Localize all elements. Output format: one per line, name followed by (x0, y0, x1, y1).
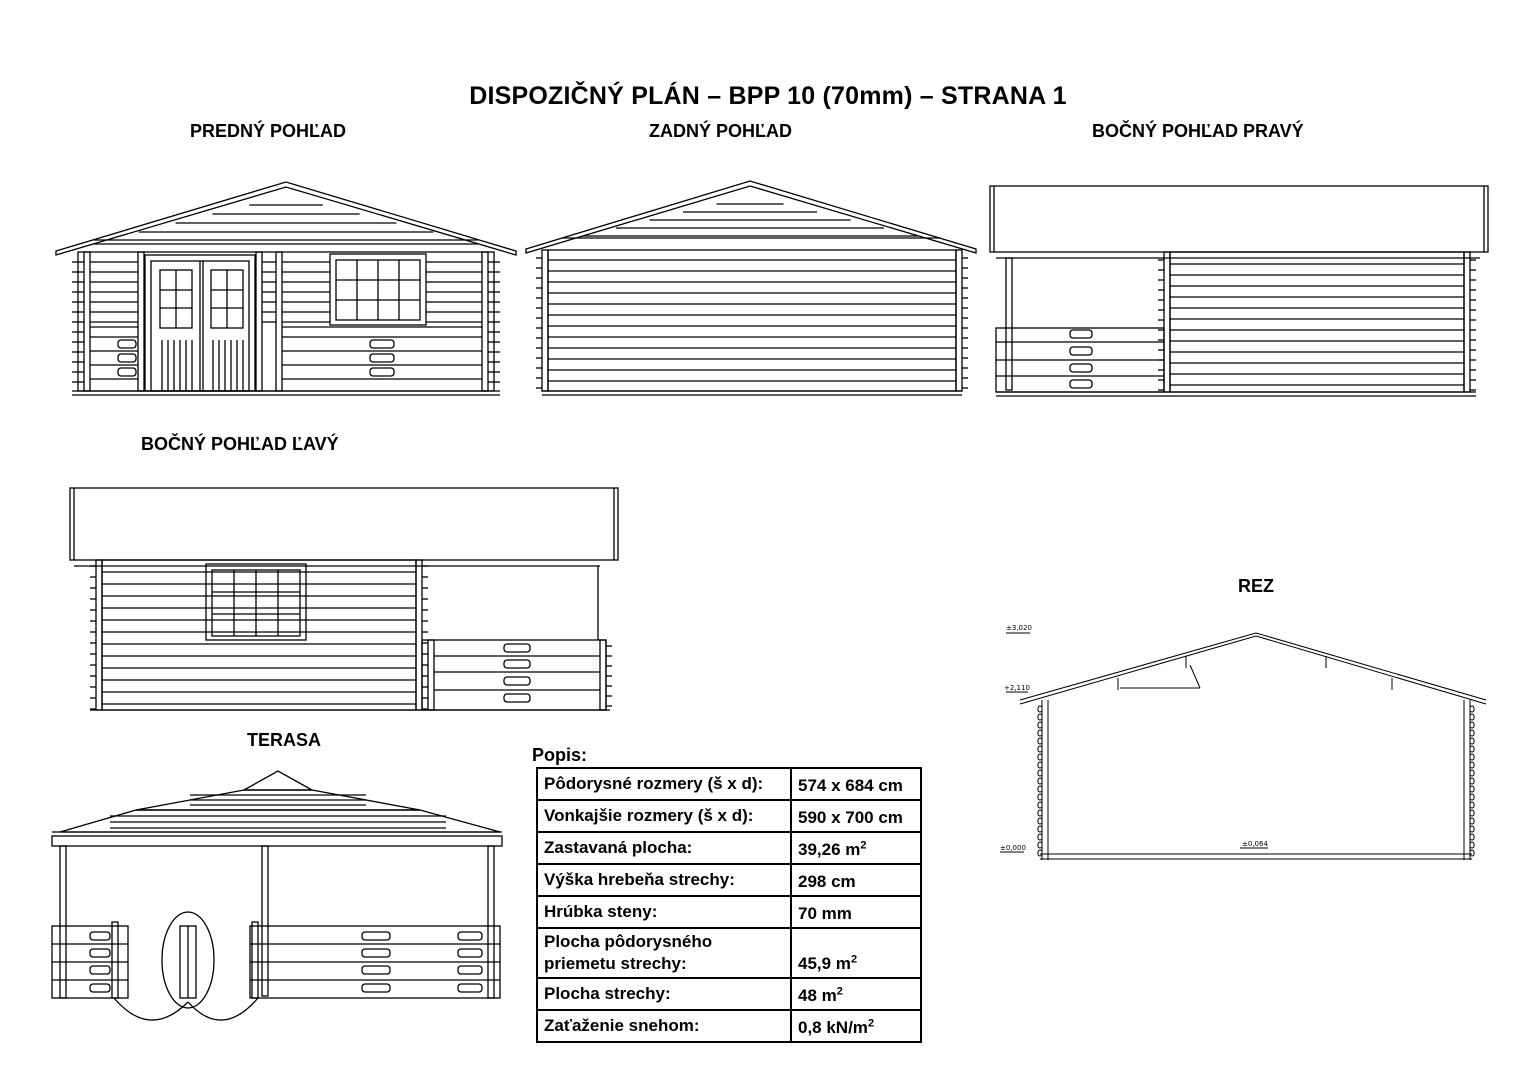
spec-label: Plocha pôdorysného priemetu strechy: (537, 928, 791, 978)
right-view-label: BOČNÝ POHĽAD PRAVÝ (1092, 121, 1304, 141)
spec-label: Hrúbka steny: (537, 896, 791, 928)
spec-label: Zastavaná plocha: (537, 832, 791, 864)
spec-value: 0,8 $kN/m^2$ (791, 1010, 921, 1042)
spec-value: 590 x 700 cm (791, 800, 921, 832)
popis-label: Popis: (532, 745, 588, 765)
spec-row (537, 864, 921, 896)
spec-row (537, 800, 921, 832)
dim-floor: ±0,064 (1242, 840, 1268, 848)
spec-label: Vonkajšie rozmery (š x d): (537, 800, 791, 832)
spec-label: Plocha strechy: (537, 978, 791, 1010)
spec-row (537, 978, 921, 1010)
spec-value: 45,9 $m^2$ (791, 928, 921, 978)
section-drawing (1000, 633, 1486, 860)
spec-row (537, 768, 921, 800)
spec-row (537, 928, 921, 978)
dim-base: ±0,000 (1000, 844, 1026, 852)
spec-label: Pôdorysné rozmery (š x d): (537, 768, 791, 800)
back-elevation (526, 181, 976, 395)
section-view-label: REZ (1238, 576, 1274, 596)
back-view-label: ZADNÝ POHĽAD (649, 121, 792, 141)
left-view-label: BOČNÝ POHĽAD ĽAVÝ (141, 434, 339, 454)
page-title: DISPOZIČNÝ PLÁN – BPP 10 (70mm) – STRANA 1 (469, 82, 1067, 110)
spec-row (537, 1010, 921, 1042)
spec-value: 298 cm (791, 864, 921, 896)
dim-eave: +2,110 (1004, 684, 1030, 692)
spec-value: 70 mm (791, 896, 921, 928)
spec-row (537, 896, 921, 928)
left-elevation (70, 488, 618, 710)
terrace-view-label: TERASA (247, 730, 322, 750)
terrace-elevation (52, 771, 502, 1020)
right-elevation (990, 186, 1488, 396)
spec-table (536, 767, 922, 1043)
spec-value: 574 x 684 cm (791, 768, 921, 800)
spec-row (537, 832, 921, 864)
spec-label: Výška hrebeňa strechy: (537, 864, 791, 896)
front-elevation (56, 182, 516, 395)
spec-value: 48 $m^2$ (791, 978, 921, 1010)
spec-label: Zaťaženie snehom: (537, 1010, 791, 1042)
dim-ridge: ±3,020 (1006, 624, 1032, 632)
spec-value: 39,26 $m^2$ (791, 832, 921, 864)
front-view-label: PREDNÝ POHĽAD (190, 121, 347, 141)
